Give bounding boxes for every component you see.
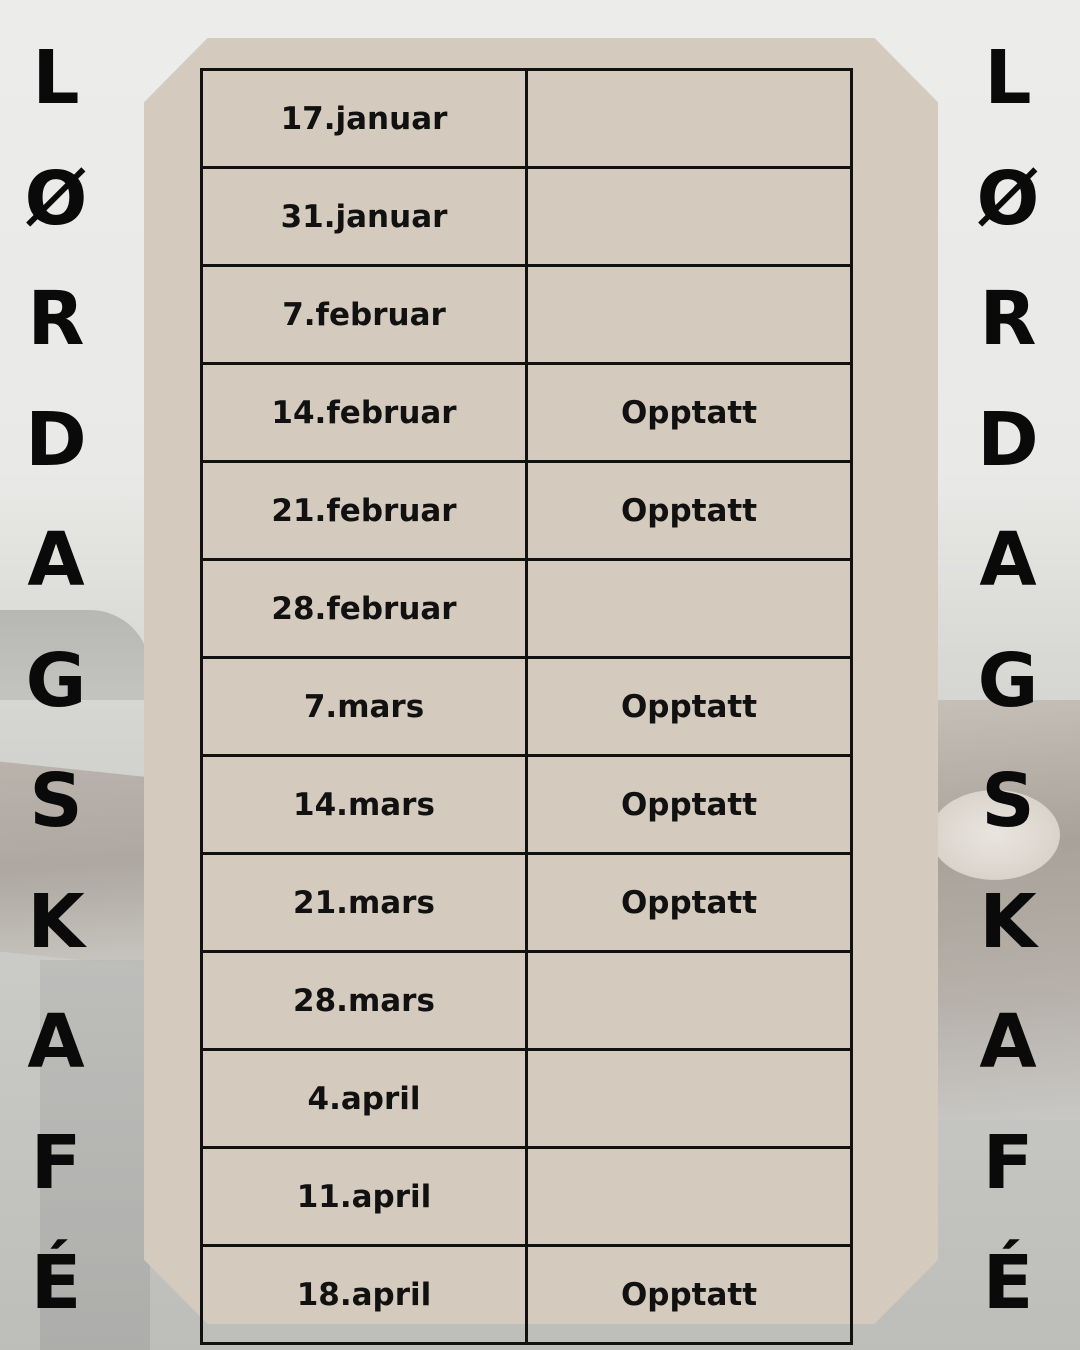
table-row	[202, 266, 852, 364]
title-letter: F	[30, 1119, 82, 1206]
status-cell: Opptatt	[527, 756, 852, 854]
title-letter: R	[979, 276, 1037, 362]
table-row	[202, 854, 852, 952]
status-cell	[527, 952, 852, 1050]
title-letter: S	[981, 758, 1035, 844]
date-cell: 21.februar	[202, 462, 527, 560]
table-row	[202, 1050, 852, 1148]
table-row	[202, 952, 852, 1050]
vertical-title-left	[6, 18, 106, 1344]
title-letter: G	[977, 637, 1039, 724]
date-cell: 4.april	[202, 1050, 527, 1148]
schedule-table	[200, 68, 853, 1345]
date-cell: 14.mars	[202, 756, 527, 854]
title-letter: F	[982, 1119, 1034, 1206]
date-cell: 11.april	[202, 1148, 527, 1246]
title-letter: K	[979, 878, 1037, 965]
title-letter: É	[982, 1240, 1034, 1326]
status-cell	[527, 70, 852, 168]
date-cell: 31.januar	[202, 168, 527, 266]
title-letter: D	[25, 396, 87, 483]
status-cell: Opptatt	[527, 1246, 852, 1344]
status-cell: Opptatt	[527, 658, 852, 756]
title-letter: A	[27, 517, 85, 603]
title-letter: É	[30, 1240, 82, 1326]
date-cell: 28.mars	[202, 952, 527, 1050]
status-cell	[527, 266, 852, 364]
table-row	[202, 560, 852, 658]
table-row	[202, 658, 852, 756]
date-cell: 28.februar	[202, 560, 527, 658]
title-letter: A	[979, 999, 1037, 1085]
status-cell: Opptatt	[527, 854, 852, 952]
table-row	[202, 364, 852, 462]
table-row	[202, 756, 852, 854]
title-letter: Ø	[24, 155, 88, 242]
date-cell: 18.april	[202, 1246, 527, 1344]
vertical-title-right	[958, 18, 1058, 1344]
title-letter: L	[32, 35, 80, 121]
table-row	[202, 1148, 852, 1246]
date-cell: 17.januar	[202, 70, 527, 168]
date-cell: 21.mars	[202, 854, 527, 952]
status-cell	[527, 1050, 852, 1148]
table-row	[202, 168, 852, 266]
status-cell	[527, 560, 852, 658]
title-letter: A	[979, 517, 1037, 603]
title-letter: A	[27, 999, 85, 1085]
title-letter: L	[984, 35, 1032, 121]
table-row	[202, 462, 852, 560]
date-cell: 7.februar	[202, 266, 527, 364]
title-letter: S	[29, 758, 83, 844]
date-cell: 14.februar	[202, 364, 527, 462]
title-letter: G	[25, 637, 87, 724]
title-letter: D	[977, 396, 1039, 483]
table-row	[202, 70, 852, 168]
status-cell: Opptatt	[527, 462, 852, 560]
date-cell: 7.mars	[202, 658, 527, 756]
status-cell	[527, 168, 852, 266]
title-letter: R	[27, 276, 85, 362]
table-row	[202, 1246, 852, 1344]
title-letter: K	[27, 878, 85, 965]
status-cell: Opptatt	[527, 364, 852, 462]
title-letter: Ø	[976, 155, 1040, 242]
status-cell	[527, 1148, 852, 1246]
